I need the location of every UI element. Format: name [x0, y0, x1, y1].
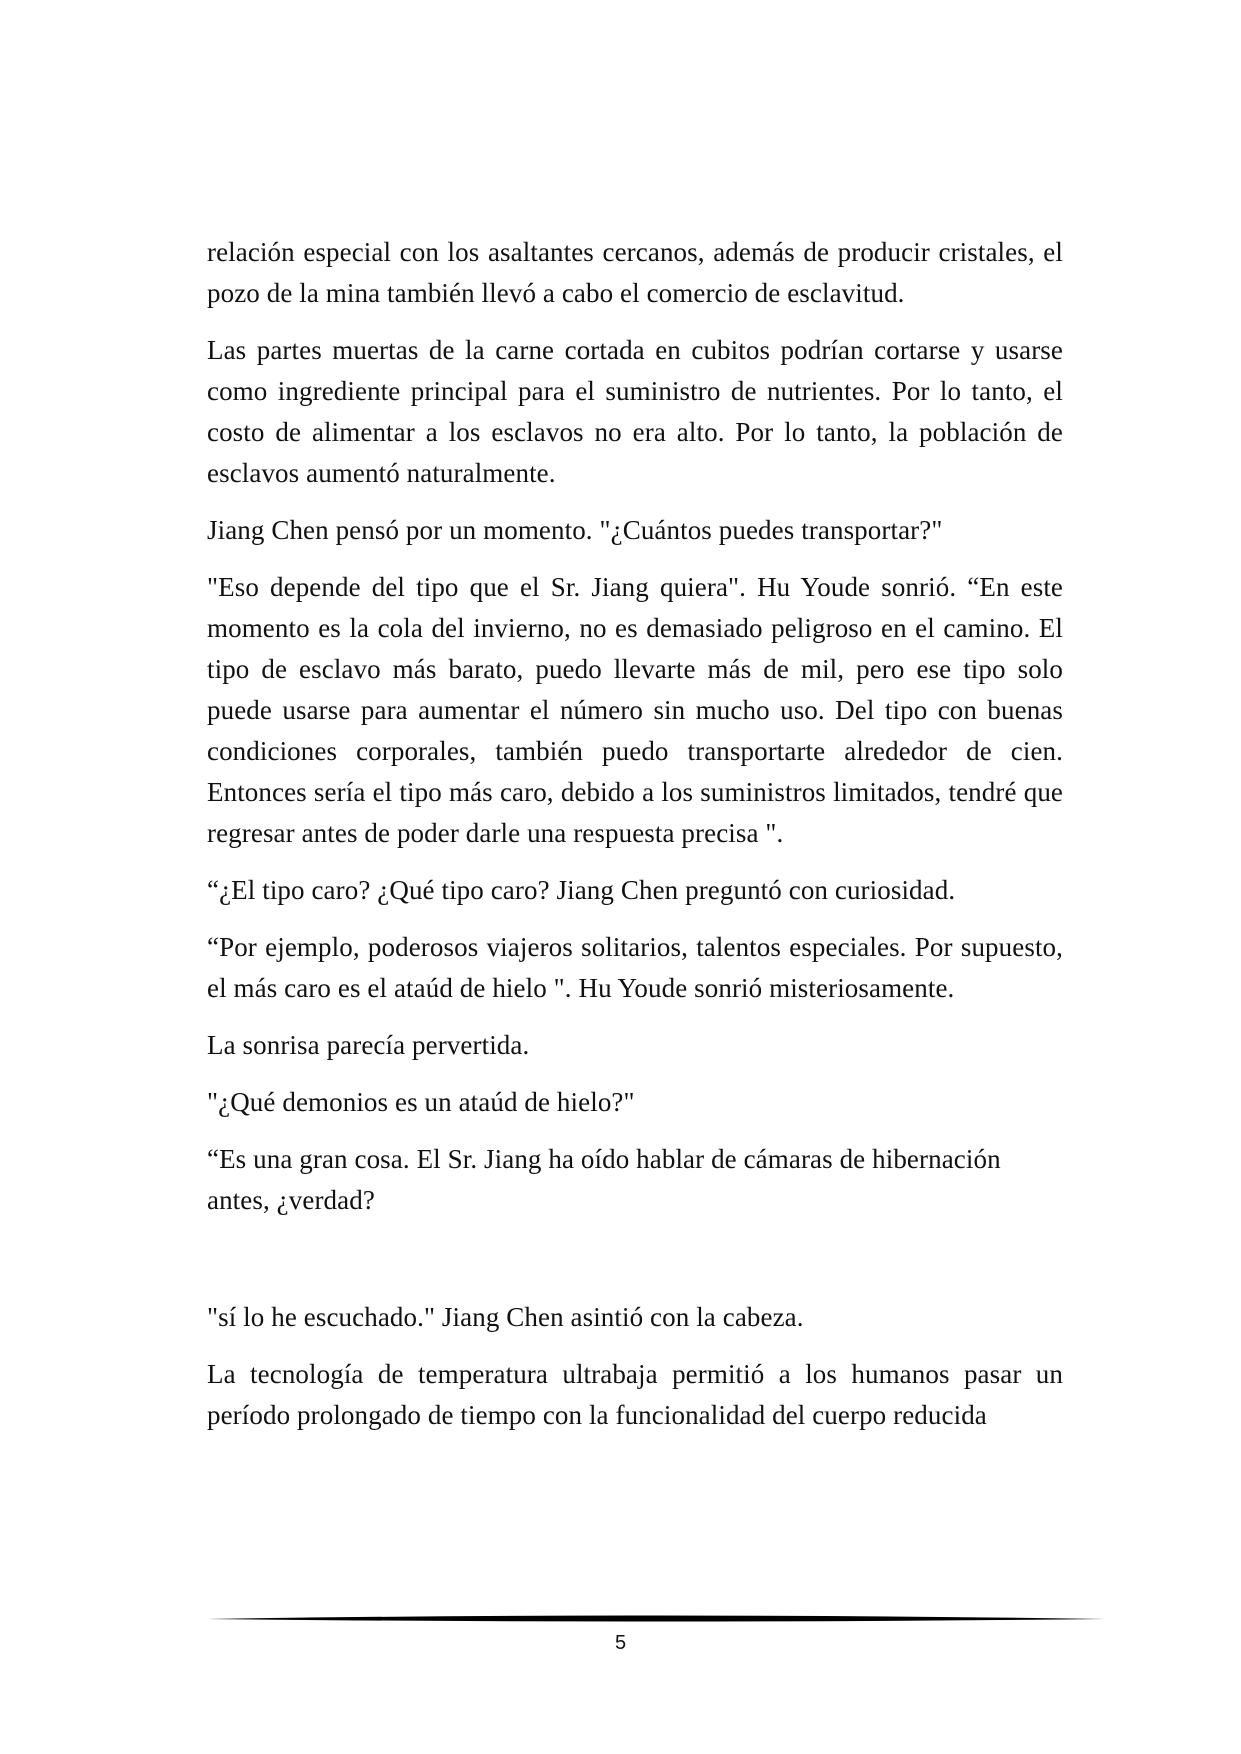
paragraph: "sí lo he escuchado." Jiang Chen asintió con la cabeza. [207, 1302, 804, 1332]
paragraph: “¿El tipo caro? ¿Qué tipo caro? Jiang Chen preguntó con curiosidad. [207, 875, 956, 905]
paragraph: “Es una gran cosa. El Sr. Jiang ha oído hablar de cámaras de hibernación antes, ¿verdad? [207, 1144, 1001, 1215]
paragraph: relación especial con los asaltantes cercanos, además de producir cristales, el pozo de la mina también llevó a cabo el comercio de esclavitud. [207, 237, 1063, 308]
page-body [207, 232, 1063, 1452]
paragraph: "Eso depende del tipo que el Sr. Jiang quiera". Hu Youde sonrió. “En este momento es la cola del invierno, no es demasiado peligroso en el camino. El tipo de esclavo más barato, puedo llevarte más de mil, pero ese tipo solo puede usarse para aumentar el número sin mucho uso. Del tipo con buenas condiciones corporales, también puedo transportarte alrededor de cien. Entonces sería el tipo más caro, debido a los suministros limitados, tendré que regresar antes de poder darle una respuesta precisa ". [207, 572, 1063, 848]
paragraph: "¿Qué demonios es un ataúd de hielo?" [207, 1087, 635, 1117]
paragraph: La tecnología de temperatura ultrabaja permitió a los humanos pasar un período prolongado de tiempo con la funcionalidad del cuerpo reducida [207, 1359, 1063, 1430]
paragraph: La sonrisa parecía pervertida. [207, 1030, 530, 1060]
paragraph: Jiang Chen pensó por un momento. "¿Cuántos puedes transportar?" [207, 515, 943, 545]
paragraph: “Por ejemplo, poderosos viajeros solitarios, talentos especiales. Por supuesto, el más caro es el ataúd de hielo ". Hu Youde sonrió misteriosamente. [207, 932, 1063, 1003]
footer-rule [207, 1614, 1105, 1624]
paragraph: Las partes muertas de la carne cortada en cubitos podrían cortarse y usarse como ingrediente principal para el suministro de nutrientes. Por lo tanto, el costo de alimentar a los esclavos no era alto. Por lo tanto, la población de esclavos aumentó naturalmente. [207, 335, 1063, 488]
page-number: 5 [614, 1632, 627, 1654]
